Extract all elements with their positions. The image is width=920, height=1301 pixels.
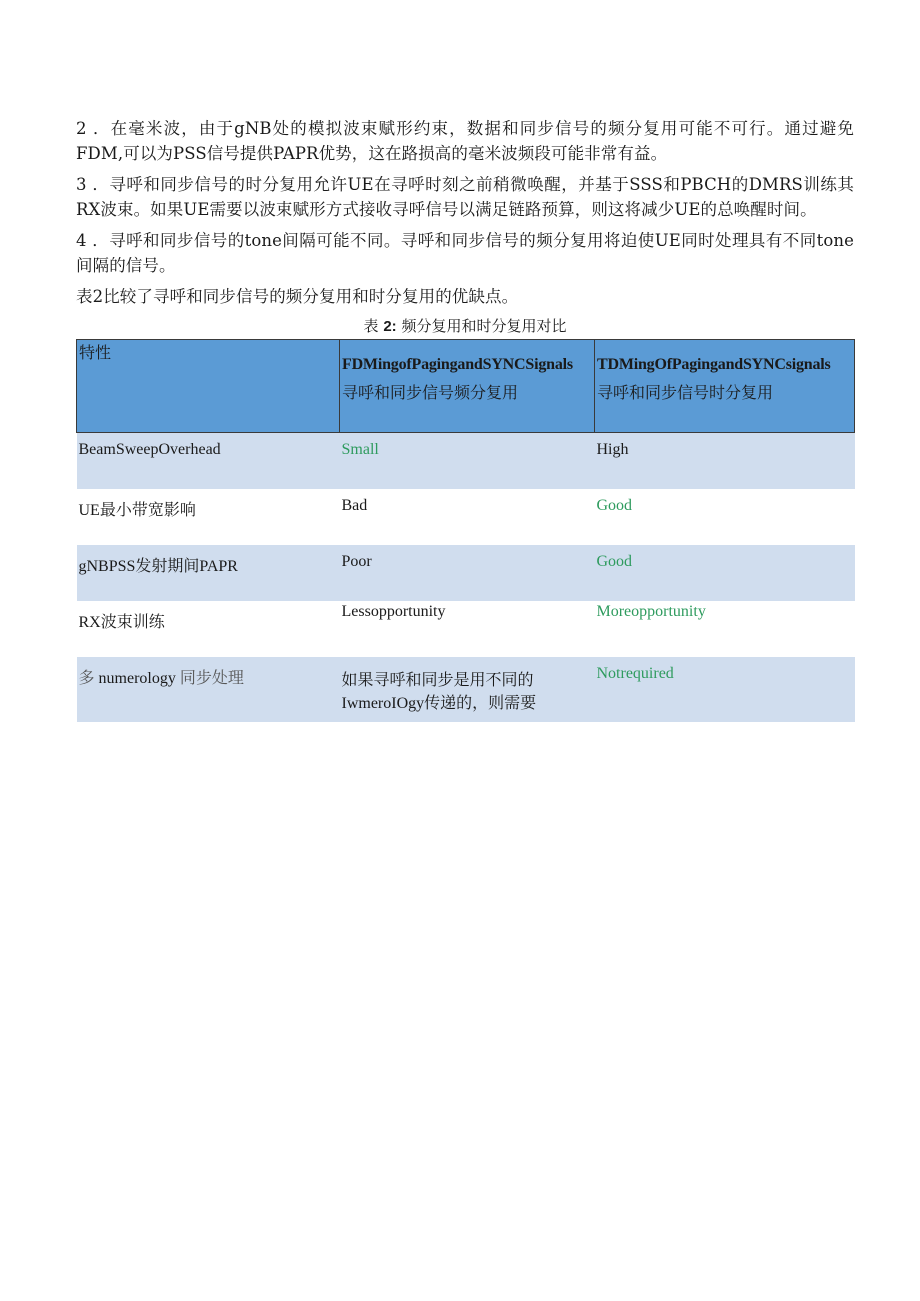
table-row — [77, 601, 855, 657]
cell-tdm: Good — [596, 496, 633, 514]
paragraph-2: 2 ．在毫米波，由于gNB处的模拟波束赋形约束，数据和同步信号的频分复用可能不可行。通过避免FDM,可以为PSS信号提供PAPR优势，这在路损高的毫米波频段可能非常有益。 — [76, 119, 854, 163]
header-fdm-zh: 寻呼和同步信号频分复用 — [342, 385, 519, 402]
cell-feature-part-c: 同步处理 — [179, 669, 244, 687]
cell-tdm: Good — [595, 545, 855, 601]
header-tdm-en: TDMingOfPagingandSYNCsignals — [597, 356, 831, 373]
table-header-row — [77, 340, 855, 433]
table-intro: 表2比较了寻呼和同步信号的频分复用和时分复用的优缺点。 — [76, 287, 519, 306]
document-page — [76, 116, 854, 722]
cell-fdm-line1: 如果寻呼和同步是用不同的 — [341, 671, 534, 689]
header-fdm — [340, 340, 595, 433]
header-feature-label: 特性 — [79, 345, 112, 362]
caption-text: 频分复用和时分复用对比 — [401, 317, 567, 335]
caption-number: 2: — [383, 318, 397, 335]
cell-feature — [77, 601, 340, 657]
header-tdm-zh: 寻呼和同步信号时分复用 — [597, 385, 774, 402]
cell-feature-part-a: 多 — [78, 669, 95, 687]
header-tdm — [595, 340, 855, 433]
cell-tdm: Moreopportunity — [596, 602, 706, 620]
cell-tdm: Notrequired — [595, 657, 855, 722]
table-row — [77, 545, 855, 601]
cell-fdm: Poor — [340, 545, 595, 601]
cell-fdm-line2: IwmeroIOgy传递的，则需要 — [341, 694, 537, 712]
cell-tdm: High — [595, 433, 855, 489]
cell-feature: UE最小带宽影响 — [78, 501, 196, 519]
cell-feature: BeamSweepOverhead — [77, 433, 340, 489]
table-row — [77, 489, 855, 545]
cell-feature: gNBPSS发射期间PAPR — [77, 545, 340, 601]
cell-fdm: Bad — [341, 496, 368, 514]
caption-prefix: 表 — [363, 317, 379, 335]
cell-fdm: Small — [340, 433, 595, 489]
table-row — [77, 433, 855, 489]
header-feature — [77, 340, 340, 433]
paragraph-3: 3 ．寻呼和同步信号的时分复用允许UE在寻呼时刻之前稍微唤醒，并基于SSS和PBCH的DMRS训练其RX波束。如果UE需要以波束赋形方式接收寻呼信号以满足链路预算，则这将减少UE的总唤醒时间。 — [76, 175, 854, 219]
paragraph-4: 4 ．寻呼和同步信号的tone间隔可能不同。寻呼和同步信号的频分复用将迫使UE同时处理具有不同tone间隔的信号。 — [76, 231, 854, 275]
cell-fdm: Lessopportunity — [341, 602, 446, 620]
table-row — [77, 657, 855, 722]
table-caption — [76, 315, 854, 335]
cell-feature-part-b: numerology — [94, 669, 180, 687]
cell-feature-text: RX波束训练 — [78, 613, 165, 631]
cell-fdm — [340, 657, 595, 722]
comparison-table — [76, 339, 855, 722]
cell-feature — [77, 657, 340, 722]
header-fdm-en: FDMingofPagingandSYNCSignals — [342, 356, 573, 373]
